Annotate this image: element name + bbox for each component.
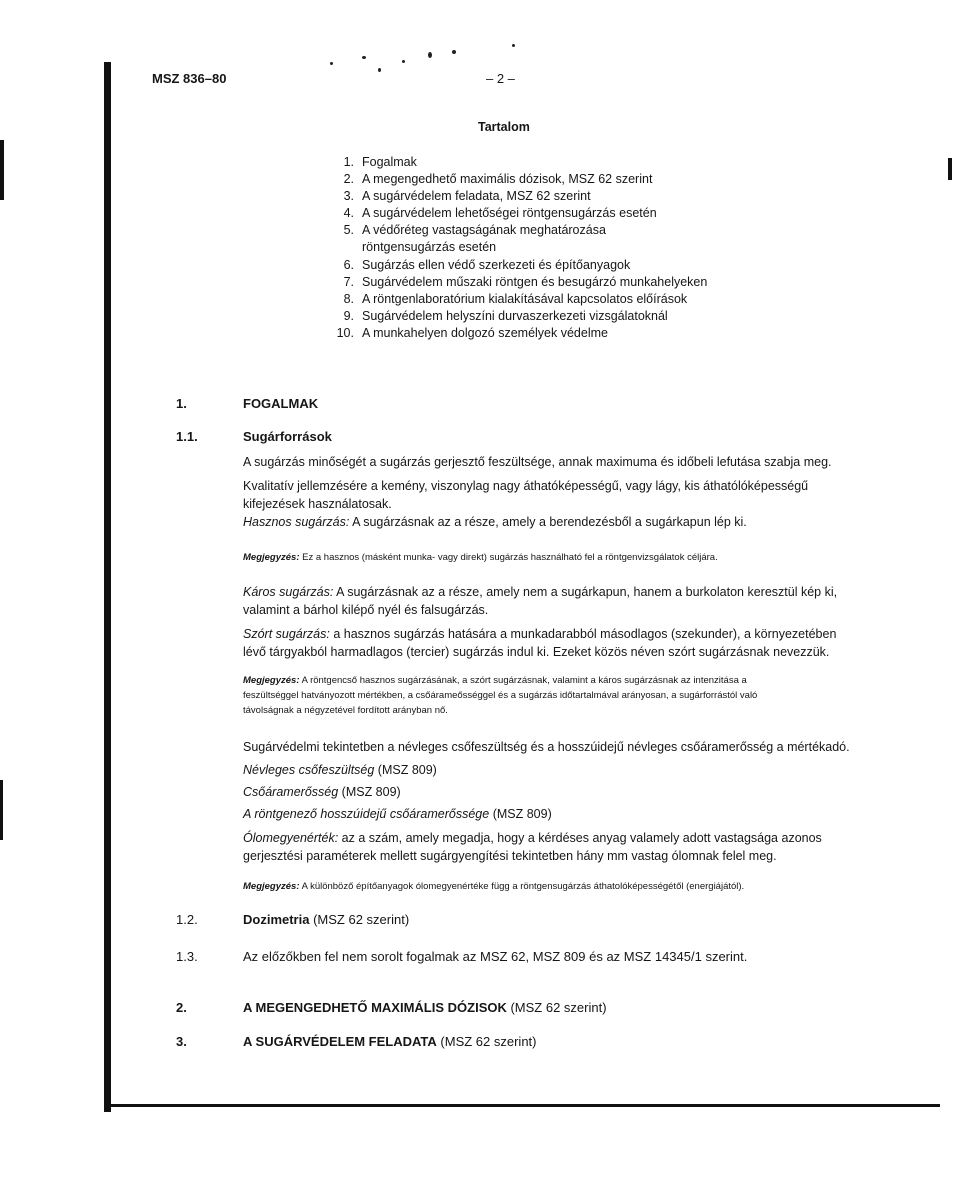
- right-edge-mark: [948, 158, 952, 180]
- scan-speck: [402, 60, 405, 63]
- scan-speck: [362, 56, 366, 59]
- scan-speck: [330, 62, 333, 65]
- paragraph-qualitative: Kvalitatív jellemzésére a kemény, viszonylag nagy áthatóképességű, vagy lágy, kis áthatólóképességű kifejezések használatosak.: [243, 479, 809, 511]
- left-edge-mark-2: [0, 780, 3, 840]
- paragraph-quality: A sugárzás minőségét a sugárzás gerjesztő feszültsége, annak maximuma és időbeli lefutása szabja meg.: [243, 455, 832, 469]
- term-tube-current: Csőáramerősség (MSZ 809): [243, 785, 401, 799]
- subsection-1-3-number: 1.3.: [176, 949, 198, 964]
- left-edge-mark: [0, 140, 4, 200]
- subsection-1-2-title: Dozimetria (MSZ 62 szerint): [243, 912, 410, 927]
- note-3: Megjegyzés: A különböző építőanyagok ólomegyenértéke függ a röntgensugárzás áthatolóképességétől (energiájától).: [243, 881, 745, 892]
- definition-useful-radiation: Hasznos sugárzás: A sugárzásnak az a része, amely a berendezésből a sugárkapun lép ki.: [243, 515, 747, 529]
- paragraph-radiation-protection: Sugárvédelmi tekintetben a névleges csőfeszültség és a hosszúidejű névleges csőáramerősség a mértékadó.: [243, 740, 850, 754]
- standard-number: MSZ 836–80: [152, 71, 227, 86]
- page-number: – 2 –: [486, 71, 515, 86]
- section-1-number: 1.: [176, 396, 187, 411]
- section-3-title: A SUGÁRVÉDELEM FELADATA (MSZ 62 szerint): [243, 1034, 537, 1049]
- bottom-scan-border: [104, 1104, 940, 1107]
- note-1: Megjegyzés: Ez a hasznos (másként munka- vagy direkt) sugárzás használható fel a röntgenvizsgálatok céljára.: [243, 552, 718, 563]
- section-2-title: A MEGENGEDHETŐ MAXIMÁLIS DÓZISOK (MSZ 62 szerint): [243, 1000, 607, 1015]
- scan-speck: [428, 52, 432, 58]
- definition-lead-equivalent: Ólomegyenérték: az a szám, amely megadja, hogy a kérdéses anyag valamely adott vastagsága azonos gerjesztési paraméterek mellett sugárgyengítési tekintetben hány mm vastag ólomnak felel meg.: [243, 831, 822, 863]
- subsection-1-2-number: 1.2.: [176, 912, 198, 927]
- term-long-term-tube-current: A röntgenező hosszúidejű csőáramerőssége (MSZ 809): [243, 807, 552, 821]
- note-2: Megjegyzés: A röntgencső hasznos sugárzásának, a szórt sugárzásnak, valamint a káros sugárzásnak az intenzitása a feszültséggel hatványozott mértékben, a csőárameősséggel és a sugárzás időtartalmával arányosan, a sugárforrástól való távolságnak a négyzetével fordított arányban nő.: [243, 675, 758, 716]
- subsection-1-3-text: Az előzőkben fel nem sorolt fogalmak az MSZ 62, MSZ 809 és az MSZ 14345/1 szerint.: [243, 949, 748, 964]
- term-nominal-tube-voltage: Névleges csőfeszültség (MSZ 809): [243, 763, 437, 777]
- scan-speck: [512, 44, 515, 47]
- section-3-number: 3.: [176, 1034, 187, 1049]
- left-scan-border: [104, 62, 111, 1112]
- toc-title: Tartalom: [478, 120, 530, 134]
- definition-scattered-radiation: Szórt sugárzás: a hasznos sugárzás hatására a munkadarabból másodlagos (szekunder), a környezetében lévő tárgyakból harmadlagos (tercier) sugárzás indul ki. Ezeket közös néven szórt sugárzásnak nevezzük.: [243, 627, 837, 659]
- table-of-contents: 1. Fogalmak 2. A megengedhető maximális dózisok, MSZ 62 szerint 3. A sugárvédelem feladata, MSZ 62 szerint 4. A sugárvédelem lehetőségei röntgensugárzás esetén 5. A védőréteg vastagságának meghatározása röntgensugárzás esetén 6. Sugárzás ellen védő szerkezeti és építőanyagok 7. Sugárvédelem műszaki röntgen és besugárzó munkahelyeken 8. A röntgenlaboratórium kialakításával kapcsolatos előírások 9. Sugárvédelem helyszíni durvaszerkezeti vizsgálatoknál 10. A munkahelyen dolgozó személyek védelme: [336, 155, 708, 340]
- subsection-1-1-number: 1.1.: [176, 429, 198, 444]
- subsection-1-1-title: Sugárforrások: [243, 429, 332, 444]
- scan-speck: [378, 68, 381, 72]
- scan-speck: [452, 50, 456, 54]
- section-2-number: 2.: [176, 1000, 187, 1015]
- section-1-title: FOGALMAK: [243, 396, 319, 411]
- definition-harmful-radiation: Káros sugárzás: A sugárzásnak az a része, amely nem a sugárkapun, hanem a burkolaton keresztül kép ki, valamint a bárhol kilépő nyél és falsugárzás.: [243, 585, 838, 617]
